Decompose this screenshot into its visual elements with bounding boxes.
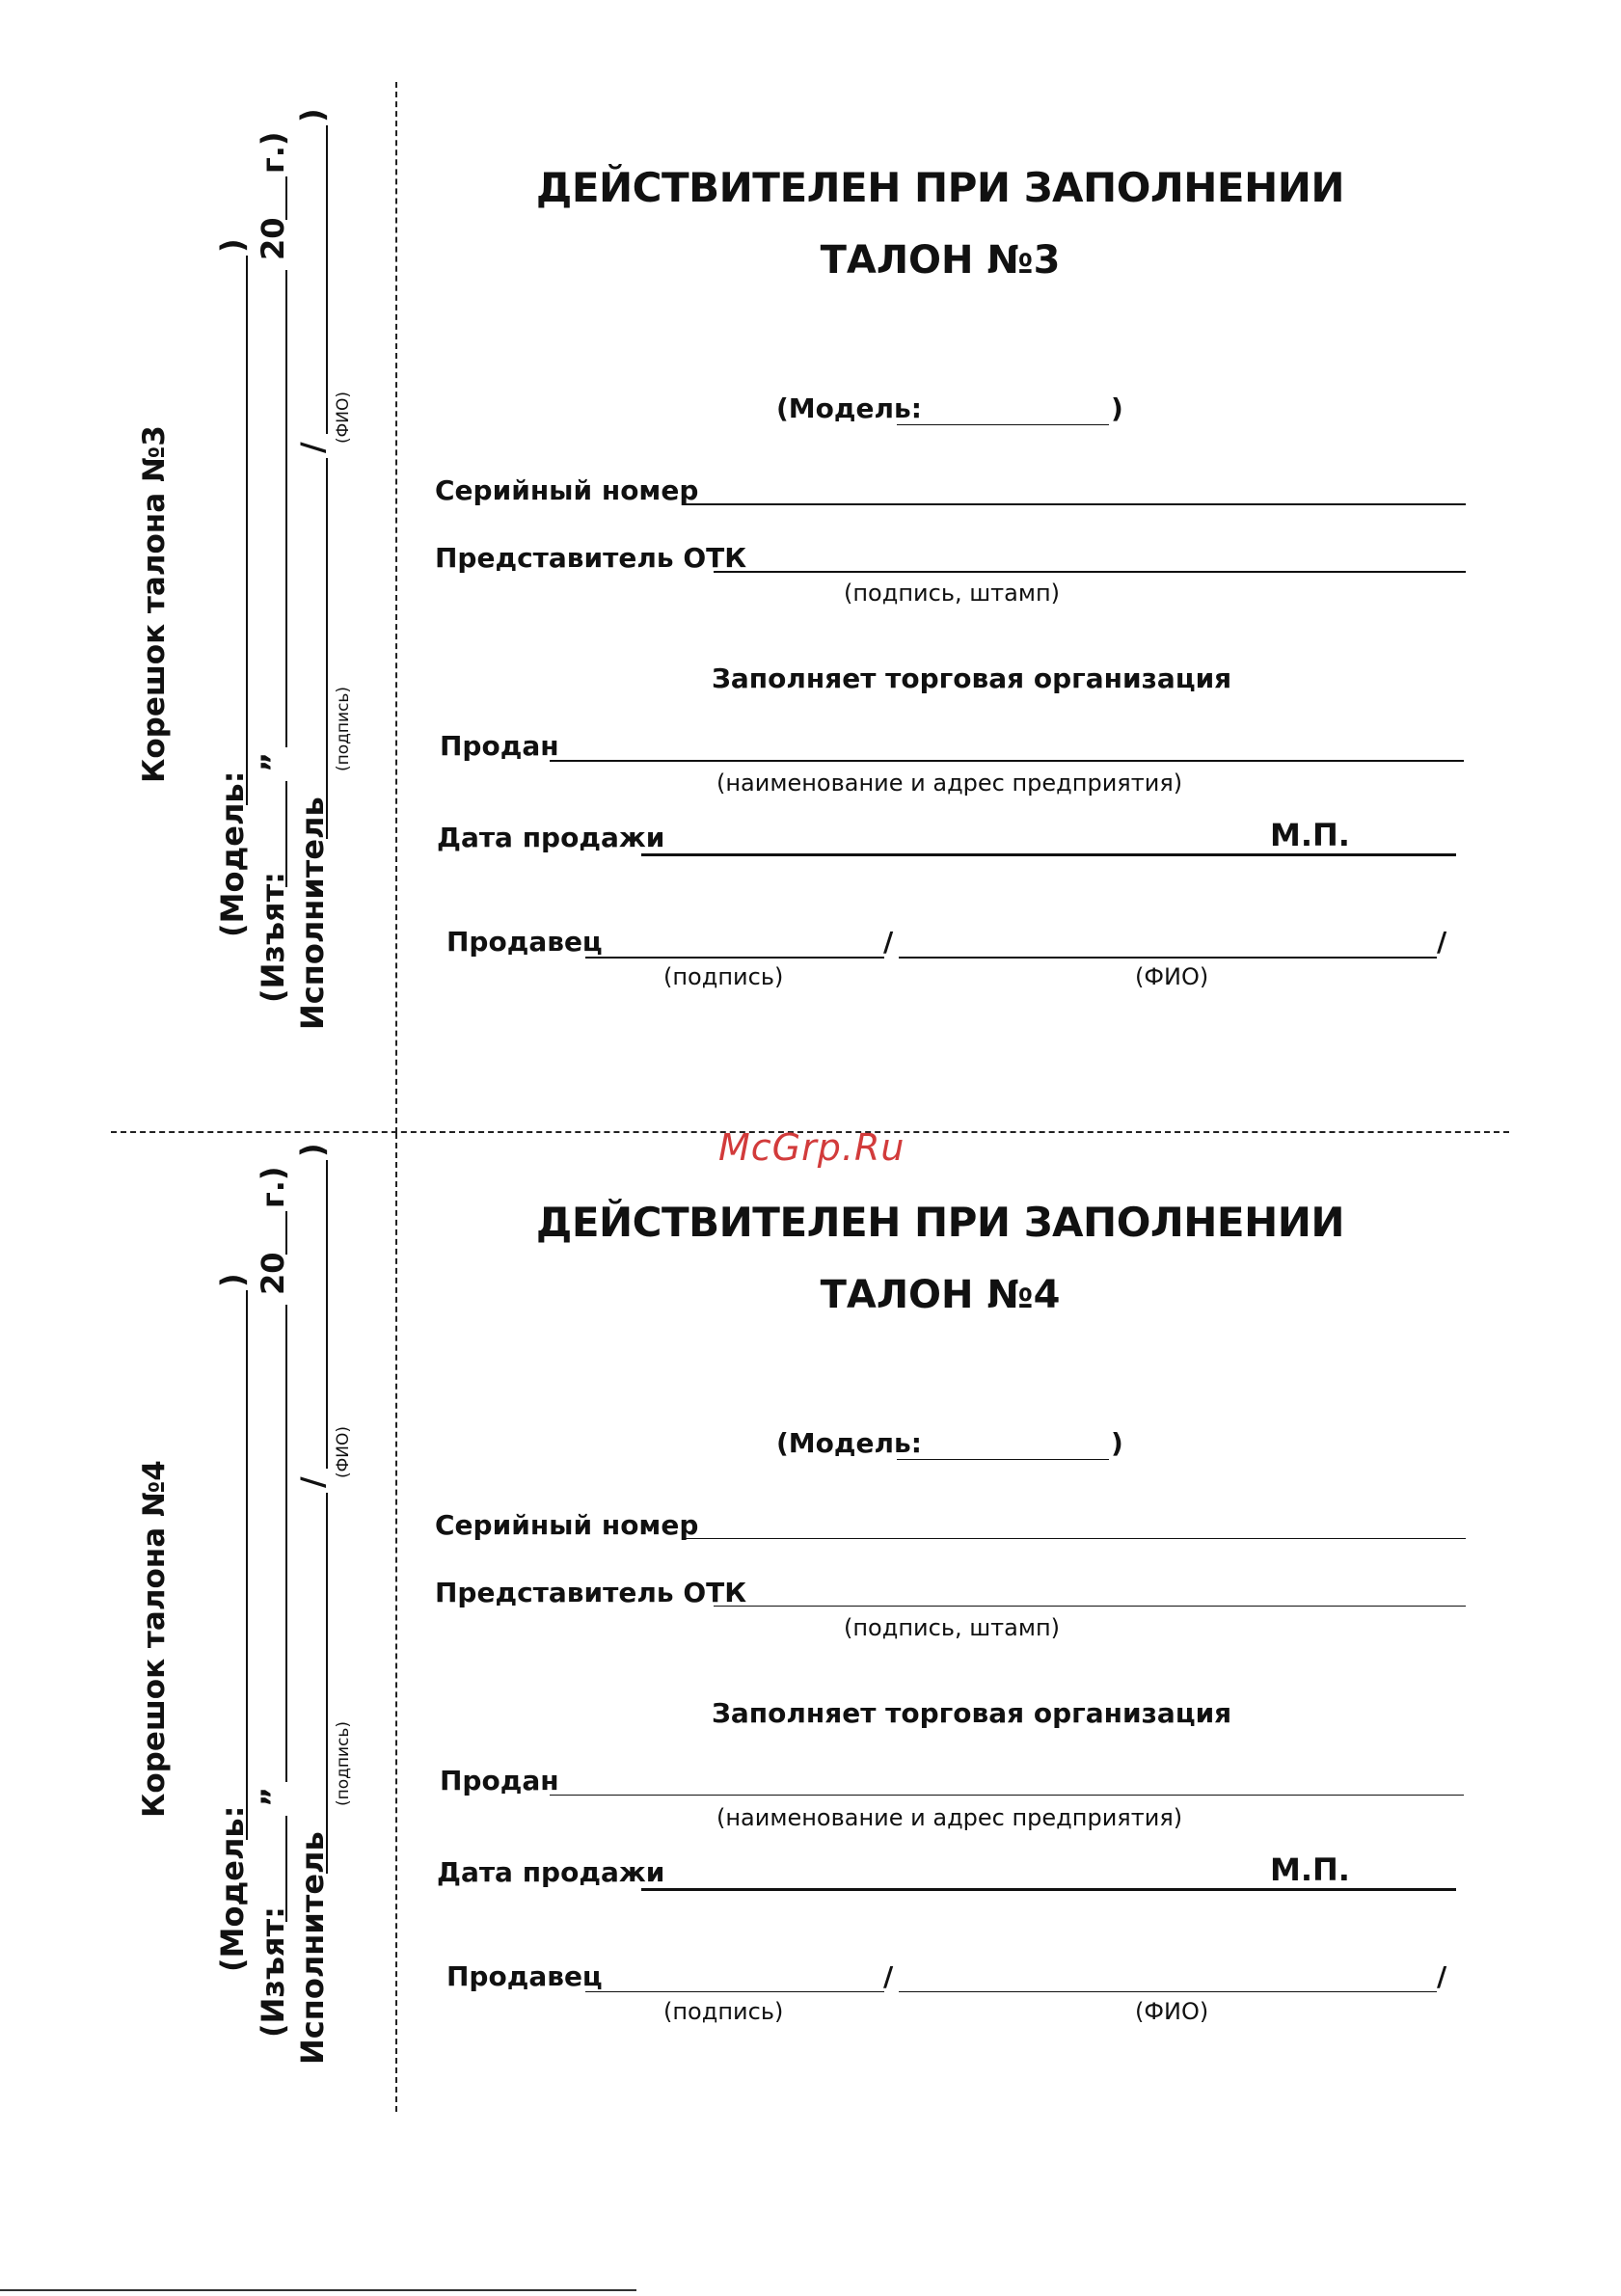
stub-model-line — [246, 256, 248, 805]
stub-model-label: (Модель: — [214, 1805, 251, 1972]
model-label: (Модель: — [776, 392, 922, 424]
seller-sign-line[interactable] — [585, 957, 884, 959]
stub-quote: ” — [255, 751, 291, 772]
stub-fio-hint: (ФИО) — [334, 392, 353, 444]
stub-fio-line — [326, 1160, 328, 1469]
stub-title: Корешок талона №3 — [137, 425, 172, 783]
serial-field-line[interactable] — [683, 1538, 1466, 1539]
stub-4 — [125, 1112, 376, 2076]
stub-slash: / — [294, 442, 331, 453]
serial-label: Серийный номер — [435, 474, 699, 506]
stub-executor-label: Исполнитель — [294, 1831, 331, 2065]
seller-slash-1: / — [883, 1960, 894, 1992]
seller-slash-2: / — [1437, 926, 1447, 958]
stub-sign-line — [326, 1493, 328, 1874]
seller-fio-hint: (ФИО) — [1135, 963, 1209, 990]
stub-day-line — [285, 1816, 287, 1922]
seller-label: Продавец — [446, 926, 603, 958]
date-field-line[interactable] — [641, 1888, 1456, 1891]
stub-fio-line — [326, 125, 328, 434]
seller-slash-2: / — [1437, 1960, 1447, 1992]
stub-title: Корешок талона №4 — [137, 1460, 172, 1818]
stub-day-line — [285, 781, 287, 887]
stub-executor-label: Исполнитель — [294, 797, 331, 1030]
sold-hint: (наименование и адрес предприятия) — [716, 1804, 1183, 1831]
watermark: McGrp.Ru — [718, 1126, 905, 1169]
sold-field-line[interactable] — [550, 760, 1464, 762]
stub-year-line — [285, 176, 287, 220]
stub-year-prefix: 20 — [255, 1252, 291, 1295]
otk-label: Представитель ОТК — [435, 1577, 747, 1608]
stub-slash: / — [294, 1476, 331, 1488]
model-close: ) — [1111, 392, 1123, 424]
date-label: Дата продажи — [437, 822, 665, 853]
stub-model-close: ) — [214, 238, 251, 253]
stub-year-suffix: г.) — [255, 131, 291, 174]
stub-model-line — [246, 1290, 248, 1840]
stub-sign-line — [326, 458, 328, 839]
bottom-edge-line — [0, 2289, 636, 2291]
serial-field-line[interactable] — [683, 503, 1466, 505]
seller-sign-hint: (подпись) — [663, 1998, 784, 2025]
model-field-line[interactable] — [897, 1459, 1109, 1460]
stub-sign-hint: (подпись) — [334, 1720, 353, 1806]
stub-close: ) — [294, 108, 331, 122]
stub-fio-hint: (ФИО) — [334, 1426, 353, 1478]
stub-model-label: (Модель: — [214, 770, 251, 937]
otk-field-line[interactable] — [714, 571, 1466, 573]
model-label: (Модель: — [776, 1427, 922, 1459]
seller-fio-line[interactable] — [899, 1991, 1437, 1992]
sold-label: Продан — [440, 730, 559, 762]
date-label: Дата продажи — [437, 1856, 665, 1888]
date-field-line[interactable] — [641, 853, 1456, 856]
coupon-header: ДЕЙСТВИТЕЛЕН ПРИ ЗАПОЛНЕНИИ — [535, 1199, 1345, 1246]
seller-label: Продавец — [446, 1960, 603, 1992]
vertical-cut-line-bottom — [395, 1133, 397, 2112]
stub-year-prefix: 20 — [255, 217, 291, 260]
stub-year-line — [285, 1211, 287, 1255]
model-field-line[interactable] — [897, 424, 1109, 425]
stub-sign-hint: (подпись) — [334, 686, 353, 771]
otk-field-line[interactable] — [714, 1606, 1466, 1607]
seller-fio-hint: (ФИО) — [1135, 1998, 1209, 2025]
trade-org-label: Заполняет торговая организация — [712, 1697, 1232, 1729]
coupon-header: ДЕЙСТВИТЕЛЕН ПРИ ЗАПОЛНЕНИИ — [535, 164, 1345, 211]
model-close: ) — [1111, 1427, 1123, 1459]
otk-hint: (подпись, штамп) — [844, 1614, 1061, 1641]
stub-month-line — [285, 1305, 287, 1782]
vertical-cut-line-top — [395, 82, 397, 1133]
stub-quote: ” — [255, 1786, 291, 1807]
serial-label: Серийный номер — [435, 1509, 699, 1541]
seller-sign-hint: (подпись) — [663, 963, 784, 990]
otk-hint: (подпись, штамп) — [844, 580, 1061, 607]
stub-removed-label: (Изъят: — [255, 1906, 291, 2038]
seller-slash-1: / — [883, 926, 894, 958]
stub-close: ) — [294, 1143, 331, 1157]
stub-model-close: ) — [214, 1273, 251, 1287]
sold-label: Продан — [440, 1765, 559, 1796]
stub-month-line — [285, 270, 287, 747]
stamp-place-label: М.П. — [1270, 817, 1350, 853]
stamp-place-label: М.П. — [1270, 1851, 1350, 1888]
talon-number: ТАЛОН №4 — [820, 1273, 1061, 1317]
talon-number: ТАЛОН №3 — [820, 238, 1061, 283]
stub-year-suffix: г.) — [255, 1166, 291, 1208]
seller-sign-line[interactable] — [585, 1991, 884, 1992]
otk-label: Представитель ОТК — [435, 542, 747, 574]
stub-3 — [125, 77, 376, 1041]
sold-field-line[interactable] — [550, 1795, 1464, 1796]
trade-org-label: Заполняет торговая организация — [712, 662, 1232, 694]
stub-removed-label: (Изъят: — [255, 872, 291, 1003]
sold-hint: (наименование и адрес предприятия) — [716, 770, 1183, 797]
seller-fio-line[interactable] — [899, 957, 1437, 959]
